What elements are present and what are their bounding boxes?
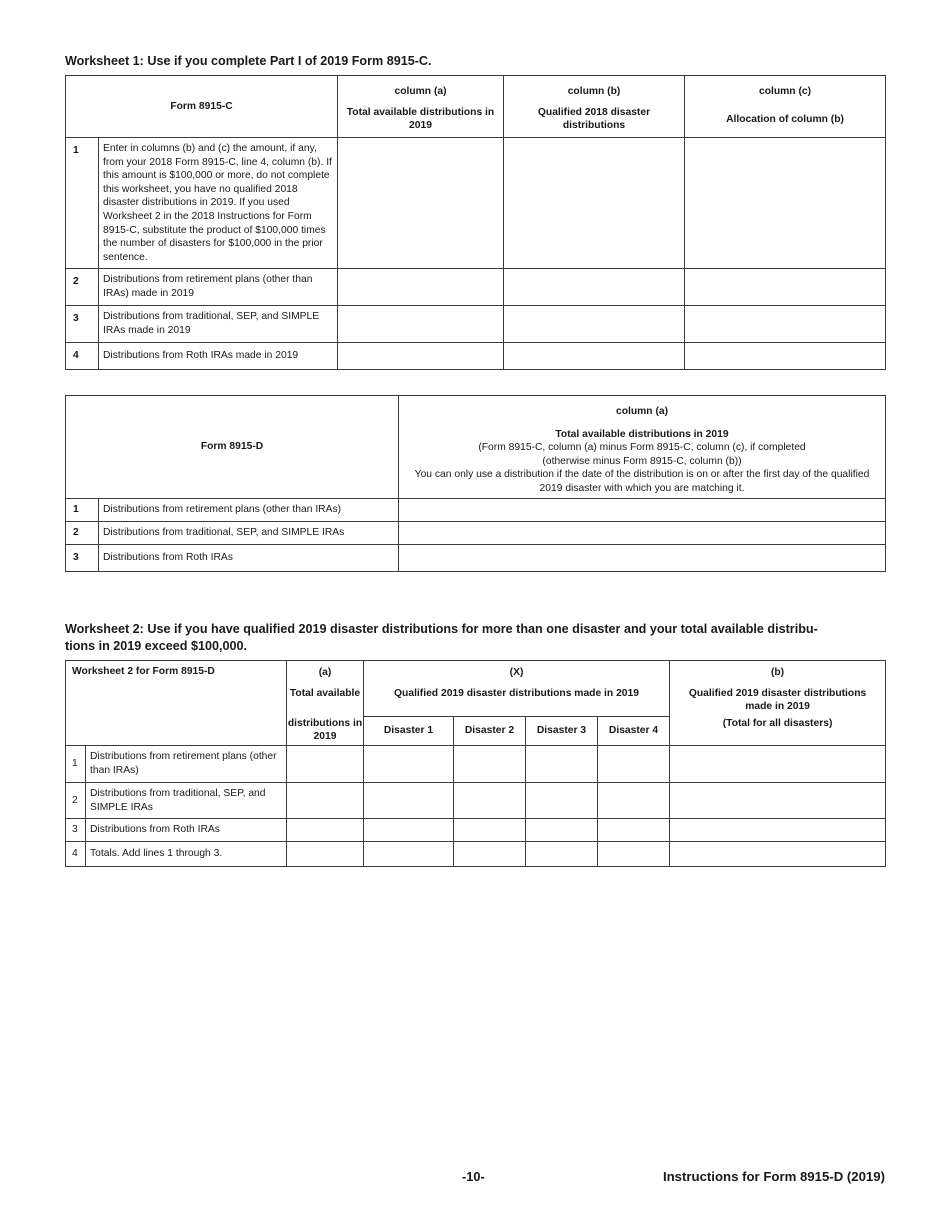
column-x-sub: Qualified 2019 disaster distributions made in 2019 bbox=[364, 686, 670, 717]
line-description: Distributions from traditional, SEP, and SIMPLE IRAs made in 2019 bbox=[99, 306, 338, 342]
entry-cell-d2[interactable] bbox=[454, 746, 526, 783]
entry-cell-d4[interactable] bbox=[598, 783, 670, 819]
form-8915c-table bbox=[65, 75, 886, 370]
entry-cell-a[interactable] bbox=[399, 522, 886, 545]
entry-cell-b[interactable] bbox=[670, 783, 886, 819]
table-row bbox=[66, 842, 886, 867]
table-row bbox=[66, 783, 886, 819]
column-a-head: column (a) bbox=[394, 86, 447, 97]
column-a-line1: (Form 8915-C, column (a) minus Form 8915-C, column (c), if completed bbox=[478, 442, 806, 454]
column-a-header bbox=[399, 396, 886, 499]
table-row bbox=[66, 342, 886, 369]
column-a-line2: (otherwise minus Form 8915-C, column (b)) bbox=[542, 455, 742, 467]
line-description: Distributions from traditional, SEP, and SIMPLE IRAs bbox=[99, 522, 399, 545]
entry-cell-d1[interactable] bbox=[364, 819, 454, 842]
column-a-title: Total available distributions in 2019 bbox=[555, 428, 729, 440]
column-a-head: column (a) bbox=[615, 406, 669, 417]
disaster-2-header: Disaster 2 bbox=[454, 717, 526, 746]
entry-cell-a[interactable] bbox=[338, 138, 504, 269]
column-c-header bbox=[685, 76, 886, 138]
entry-cell-a[interactable] bbox=[287, 819, 364, 842]
table-row bbox=[66, 269, 886, 306]
form-8915d-table bbox=[65, 395, 886, 572]
line-description: Enter in columns (b) and (c) the amount, if any, from your 2018 Form 8915-C, line 4, column (b). If this amount is $100,000 or more, do not complete this worksheet, you have no qualified 2018 disaster distributions in 2019. If you used Worksheet 2 in the 2018 Instructions for Form 8915-C, substitute the product of $100,000 times the number of disasters for $100,000 in the prior sentence. bbox=[99, 138, 338, 269]
column-b-head: (b) bbox=[670, 661, 886, 686]
entry-cell-b[interactable] bbox=[504, 138, 685, 269]
entry-cell-b[interactable] bbox=[670, 819, 886, 842]
worksheet2-header-label: Worksheet 2 for Form 8915-D bbox=[66, 661, 287, 717]
column-b-sub2: (Total for all disasters) bbox=[670, 717, 886, 746]
column-b-sub: Qualified 2019 disaster distributions made in 2019 bbox=[670, 686, 886, 717]
line-description: Distributions from retirement plans (other than IRAs) bbox=[86, 746, 287, 783]
line-description: Distributions from traditional, SEP, and SIMPLE IRAs bbox=[86, 783, 287, 819]
line-number: 3 bbox=[66, 819, 86, 842]
entry-cell-b[interactable] bbox=[670, 842, 886, 867]
entry-cell-a[interactable] bbox=[287, 783, 364, 819]
line-description: Distributions from retirement plans (other than IRAs) bbox=[99, 499, 399, 522]
entry-cell-d4[interactable] bbox=[598, 746, 670, 783]
entry-cell-a[interactable] bbox=[338, 269, 504, 306]
entry-cell-c[interactable] bbox=[685, 342, 886, 369]
worksheet2-header-spacer bbox=[66, 717, 287, 746]
column-a-header bbox=[338, 76, 504, 138]
disaster-1-header: Disaster 1 bbox=[364, 717, 454, 746]
column-x-head: (X) bbox=[364, 661, 670, 686]
footer-title: Instructions for Form 8915-D (2019) bbox=[662, 1169, 885, 1184]
worksheet2-title-line1: Worksheet 2: Use if you have qualified 2019 disaster distributions for more than one disaster and your total available distribu- bbox=[65, 622, 818, 636]
line-number: 2 bbox=[66, 269, 99, 306]
column-c-head: column (c) bbox=[758, 86, 812, 97]
line-number: 4 bbox=[66, 842, 86, 867]
entry-cell-d1[interactable] bbox=[364, 783, 454, 819]
entry-cell-c[interactable] bbox=[685, 306, 886, 342]
line-number: 3 bbox=[66, 306, 99, 342]
entry-cell-d3[interactable] bbox=[526, 842, 598, 867]
entry-cell-d2[interactable] bbox=[454, 819, 526, 842]
column-b-header bbox=[504, 76, 685, 138]
entry-cell-d4[interactable] bbox=[598, 842, 670, 867]
worksheet2-table bbox=[65, 660, 886, 867]
entry-cell-d1[interactable] bbox=[364, 842, 454, 867]
table-row bbox=[66, 522, 886, 545]
line-number: 1 bbox=[66, 499, 99, 522]
entry-cell-d3[interactable] bbox=[526, 746, 598, 783]
line-description: Distributions from Roth IRAs bbox=[86, 819, 287, 842]
entry-cell-b[interactable] bbox=[670, 746, 886, 783]
entry-cell-b[interactable] bbox=[504, 342, 685, 369]
column-b-sub: Qualified 2018 disaster distributions bbox=[537, 106, 651, 132]
line-description: Distributions from Roth IRAs bbox=[99, 544, 399, 571]
entry-cell-d2[interactable] bbox=[454, 842, 526, 867]
entry-cell-a[interactable] bbox=[338, 306, 504, 342]
column-a-sub1: Total available bbox=[287, 686, 364, 717]
entry-cell-c[interactable] bbox=[685, 138, 886, 269]
line-number: 3 bbox=[66, 544, 99, 571]
line-description: Distributions from Roth IRAs made in 2019 bbox=[99, 342, 338, 369]
table-row bbox=[66, 544, 886, 571]
entry-cell-d3[interactable] bbox=[526, 819, 598, 842]
entry-cell-a[interactable] bbox=[287, 746, 364, 783]
column-a-sub: Total available distributions in 2019 bbox=[346, 106, 495, 132]
table-row bbox=[66, 499, 886, 522]
line-number: 1 bbox=[66, 746, 86, 783]
worksheet2-title-line2: tions in 2019 exceed $100,000. bbox=[65, 639, 248, 653]
table-row bbox=[66, 306, 886, 342]
page-number: -10- bbox=[462, 1169, 485, 1184]
disaster-4-header: Disaster 4 bbox=[598, 717, 670, 746]
entry-cell-d4[interactable] bbox=[598, 819, 670, 842]
entry-cell-a[interactable] bbox=[399, 499, 886, 522]
entry-cell-d3[interactable] bbox=[526, 783, 598, 819]
line-description: Totals. Add lines 1 through 3. bbox=[86, 842, 287, 867]
line-number: 1 bbox=[66, 138, 99, 269]
line-number: 2 bbox=[66, 783, 86, 819]
column-a-sub2: distributions in 2019 bbox=[287, 717, 364, 746]
column-c-sub: Allocation of column (b) bbox=[726, 113, 844, 125]
line-number: 2 bbox=[66, 522, 99, 545]
table-row bbox=[66, 819, 886, 842]
entry-cell-b[interactable] bbox=[504, 306, 685, 342]
table-row bbox=[66, 746, 886, 783]
line-number: 4 bbox=[66, 342, 99, 369]
entry-cell-b[interactable] bbox=[504, 269, 685, 306]
column-a-line3: You can only use a distribution if the date of the distribution is on or after the first day of the qualified 2019 disaster with which you are matching it. bbox=[414, 469, 870, 494]
entry-cell-d2[interactable] bbox=[454, 783, 526, 819]
line-description: Distributions from retirement plans (other than IRAs) made in 2019 bbox=[99, 269, 338, 306]
disaster-3-header: Disaster 3 bbox=[526, 717, 598, 746]
entry-cell-a[interactable] bbox=[287, 842, 364, 867]
entry-cell-d1[interactable] bbox=[364, 746, 454, 783]
entry-cell-a[interactable] bbox=[338, 342, 504, 369]
entry-cell-c[interactable] bbox=[685, 269, 886, 306]
form-8915c-header-label: Form 8915-C bbox=[66, 76, 338, 138]
table-row bbox=[66, 138, 886, 269]
entry-cell-a[interactable] bbox=[399, 544, 886, 571]
column-a-head: (a) bbox=[287, 661, 364, 686]
worksheet2-title bbox=[65, 621, 895, 655]
form-8915d-header-label: Form 8915-D bbox=[66, 396, 399, 499]
worksheet1-title: Worksheet 1: Use if you complete Part I of 2019 Form 8915-C. bbox=[65, 54, 432, 68]
column-b-head: column (b) bbox=[567, 86, 621, 97]
